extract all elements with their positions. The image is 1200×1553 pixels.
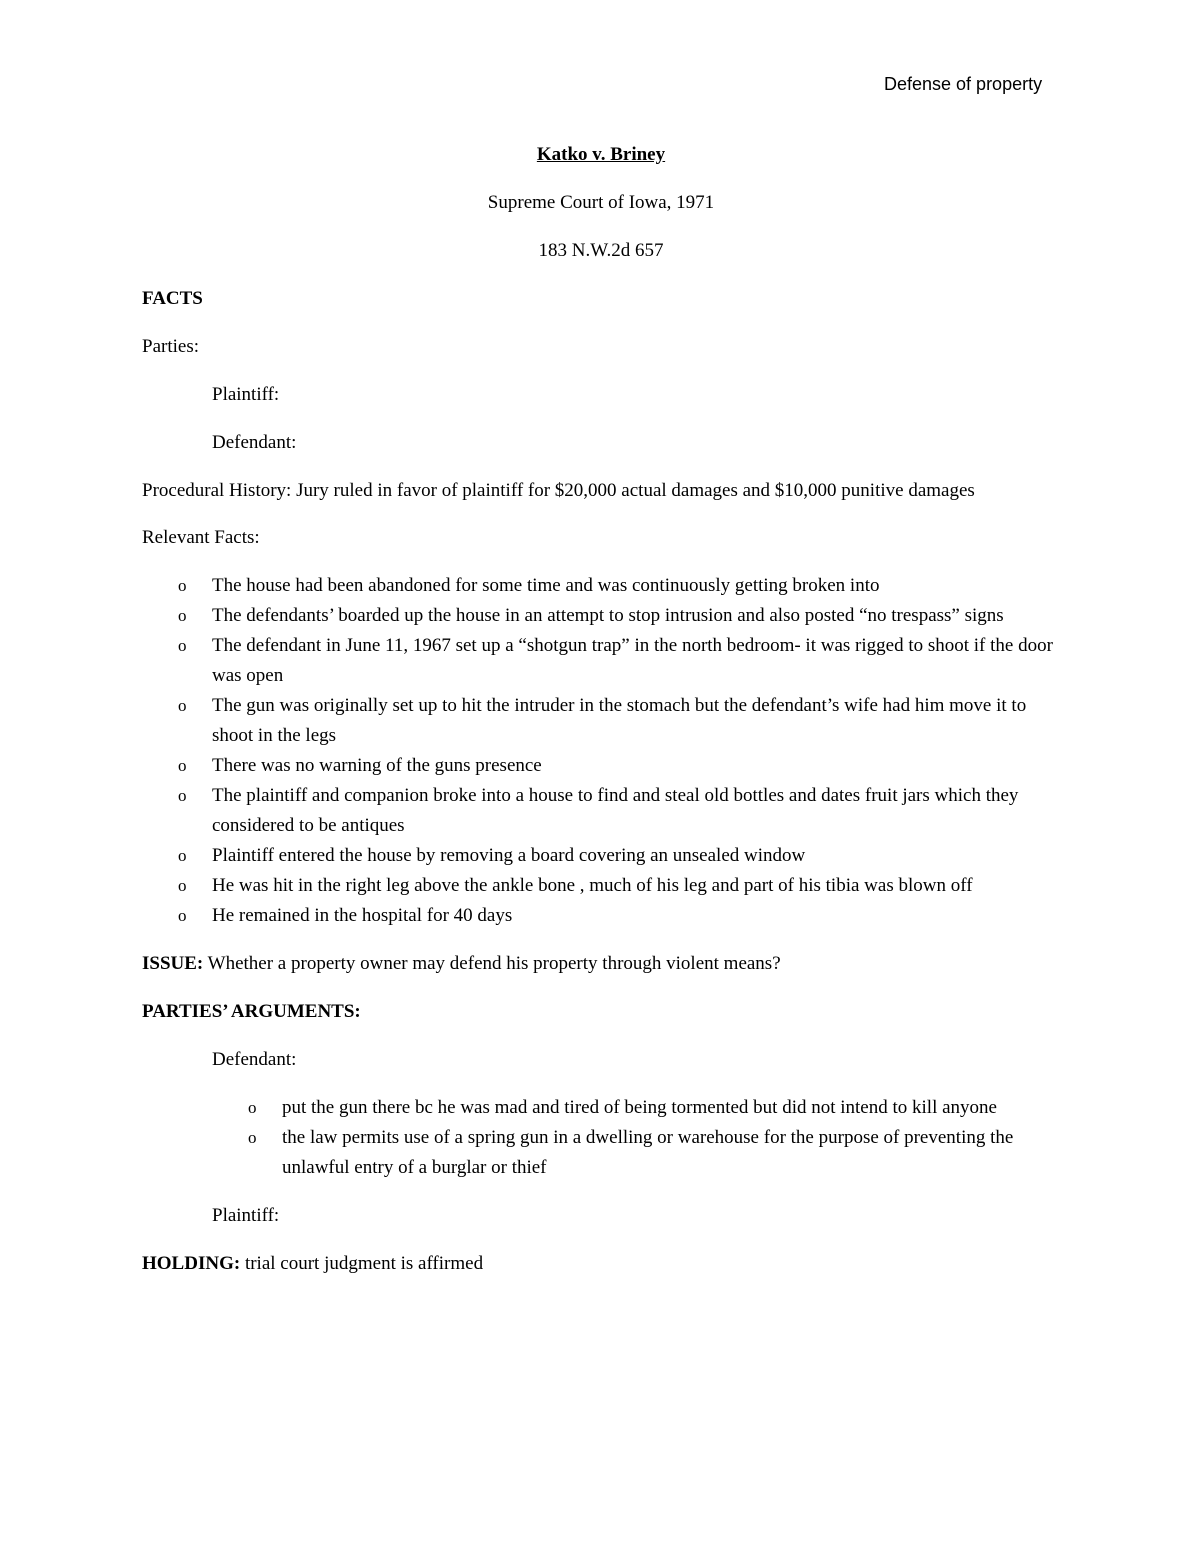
plaintiff-label: Plaintiff: [212, 384, 280, 405]
list-item-text: He remained in the hospital for 40 days [212, 905, 513, 926]
list-item [142, 781, 1062, 841]
parties-label: Parties: [142, 336, 199, 357]
list-item-text: put the gun there bc he was mad and tired of being tormented but did not intend to kill anyone [282, 1097, 997, 1118]
holding-paragraph [142, 1249, 1062, 1279]
bullet-marker: o [178, 786, 187, 805]
list-item [142, 691, 1062, 751]
list-item-text: The defendants’ boarded up the house in an attempt to stop intrusion and also posted “no trespass” signs [212, 605, 1004, 626]
bullet-marker: o [248, 1098, 257, 1117]
list-item [142, 1093, 1062, 1123]
arguments-plaintiff-label: Plaintiff: [212, 1205, 280, 1226]
holding-text: trial court judgment is affirmed [240, 1253, 484, 1274]
list-item-text: the law permits use of a spring gun in a dwelling or warehouse for the purpose of preventing the unlawful entry of a burglar or thief [282, 1127, 1014, 1178]
defendant-arguments-list [142, 1093, 1062, 1183]
issue-text: Whether a property owner may defend his property through violent means? [203, 953, 781, 974]
bullet-marker: o [178, 696, 187, 715]
bullet-marker: o [178, 636, 187, 655]
list-item [142, 841, 1062, 871]
list-item [142, 751, 1062, 781]
document-body [142, 140, 1062, 1297]
procedural-history: Procedural History: Jury ruled in favor of plaintiff for $20,000 actual damages and $10,000 punitive damages [142, 480, 975, 501]
citation-line: 183 N.W.2d 657 [538, 240, 664, 261]
defendant-label: Defendant: [212, 432, 297, 453]
list-item-text: The gun was originally set up to hit the intruder in the stomach but the defendant’s wife had him move it to shoot in the legs [212, 695, 1027, 746]
bullet-marker: o [178, 756, 187, 775]
arguments-defendant-label: Defendant: [212, 1049, 297, 1070]
court-line: Supreme Court of Iowa, 1971 [487, 192, 715, 213]
bullet-marker: o [178, 906, 187, 925]
list-item [142, 901, 1062, 931]
issue-label: ISSUE: [142, 953, 204, 974]
bullet-marker: o [178, 606, 187, 625]
list-item [142, 571, 1062, 601]
relevant-facts-label: Relevant Facts: [142, 527, 260, 548]
list-item [142, 631, 1062, 691]
relevant-facts-list [142, 571, 1062, 931]
list-item-text: The plaintiff and companion broke into a house to find and steal old bottles and dates fruit jars which they considered to be antiques [212, 785, 1019, 836]
bullet-marker: o [178, 876, 187, 895]
list-item [142, 871, 1062, 901]
list-item-text: He was hit in the right leg above the ankle bone , much of his leg and part of his tibia was blown off [212, 875, 973, 896]
case-title: Katko v. Briney [536, 144, 666, 165]
list-item-text: The defendant in June 11, 1967 set up a “shotgun trap” in the north bedroom- it was rigged to shoot if the door was open [212, 635, 1053, 686]
facts-heading: FACTS [142, 288, 203, 309]
list-item-text: The house had been abandoned for some time and was continuously getting broken into [212, 575, 880, 596]
arguments-heading: PARTIES’ ARGUMENTS: [142, 1001, 361, 1022]
issue-paragraph [142, 949, 1062, 979]
list-item [142, 1123, 1062, 1183]
list-item-text: There was no warning of the guns presence [212, 755, 542, 776]
list-item-text: Plaintiff entered the house by removing a board covering an unsealed window [212, 845, 806, 866]
list-item [142, 601, 1062, 631]
holding-label: HOLDING: [142, 1253, 241, 1274]
running-header: Defense of property [884, 74, 1043, 94]
bullet-marker: o [178, 846, 187, 865]
bullet-marker: o [248, 1128, 257, 1147]
bullet-marker: o [178, 576, 187, 595]
